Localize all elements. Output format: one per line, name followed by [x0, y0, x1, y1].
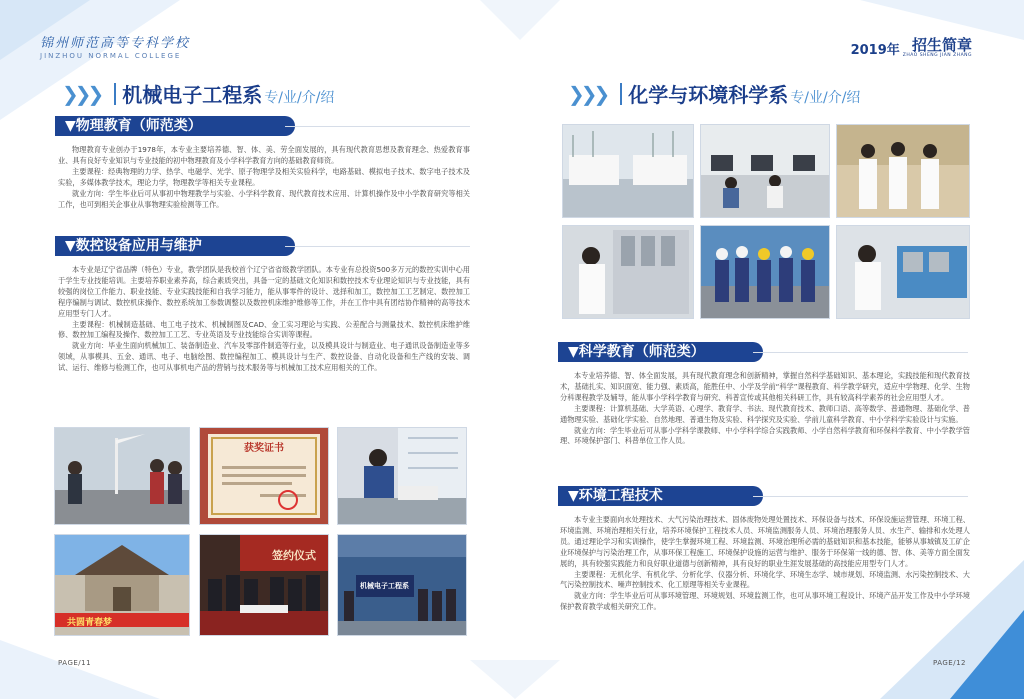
paragraph: 主要课程：经典物理的力学、热学、电磁学、光学、原子物理学及相关实验科学，电路基础、模拟电子技术、数字电子技术及实验，多媒体教学技术，理论力学，物理教学等相关专业课程。 [58, 166, 470, 187]
photo-students-with-wind-turbine [54, 427, 190, 525]
photo-group-with-banner [337, 534, 467, 636]
divider [114, 83, 116, 105]
photo-students-at-workbench [337, 427, 467, 525]
chevron-right-icon: ❯❯❯ [568, 81, 607, 106]
photo-caption: 获奖证书 [244, 443, 284, 454]
paragraph: 本专业培养德、智、体全面发展，具有现代教育理念和创新精神，掌握自然科学基础知识、基本理论，实践技能和现代教育技术，基础扎实、知识面宽、能力强、素质高，能胜任中、小学及学前“科学”课程教育、科学教学研究，适应中学物理、化学、生物分科课程教学及辅导，能从事小学科学教育与研究、科普宣传或其他相关科研工作，具有较高科学素养的社会应用型人才。 [560, 371, 970, 402]
school-name-en: JINZHOU NORMAL COLLEGE [40, 52, 182, 60]
paragraph: 本专业主要面向水处理技术、大气污染治理技术、固体废物处理处置技术、环保设备与技术、环保设施运营管理、环境工程、环境监测、环境治理相关行业，培养环境保护工程技术人员、环境监测服务人员、环境治理服务人员、水生产、输排和水处理人员。通过理论学习和实训操作，使学生掌握环境工程、环境监测、环境治理所必需的基础知识和基本技能，能够从事城镇及工矿企业环境保护与污染治理工作，从事环保工程施工、环境保护设施的运营与维护、服务于环保第一线的德、智、体、美等方面全面发展的，具有较强实践能力和良好职业道德与创新精神，具有良好的职业生涯发展基础的高技能应用型专门人才。 [560, 515, 970, 568]
page-number: PAGE/11 [58, 659, 92, 667]
photo-students-at-computers [700, 124, 830, 218]
right-dept-header [568, 79, 860, 108]
section-title: ▼数控设备应用与维护 [55, 236, 295, 256]
section-body [560, 515, 970, 613]
photo-caption: 共圆青春梦 [67, 618, 113, 628]
photo-award-certificate [199, 427, 329, 525]
section-title: ▼科学教育（师范类） [558, 342, 763, 362]
photo-caption: 机械电子工程系 [360, 582, 409, 590]
divider [753, 496, 968, 497]
photo-campus-gate-banner [54, 534, 190, 636]
photo-chemistry-lab-benches [562, 124, 694, 218]
dept-title: 机械电子工程系 [122, 83, 263, 107]
section-body [58, 265, 470, 374]
paragraph: 主要课程：无机化学、有机化学、分析化学、仪器分析、环境化学、环境生态学、城市规划、环境监测、水污染控制技术、大气污染控制技术、噪声控制技术、化工原理等相关专业课程。 [560, 569, 970, 590]
paragraph: 就业方向：毕业生面向机械加工、装备制造业、汽车及零部件制造等行业，以及模具设计与制造业、电子通讯设备制造业等多领域，从事模具、五金、通讯、电子、电脑绘图、数控编程加工、模具设计与生产、数控设备、自动化设备和生产线的安装、调试、运行、维修与检测工作，也可从事机电产品的营销与技术服务等与机械加工技术应用相关的工作。 [58, 341, 470, 373]
divider [753, 352, 968, 353]
brochure-title-cn: 招生简章 [911, 36, 972, 54]
section-body [58, 145, 470, 210]
dept-subtitle: 专/业/介/绍 [264, 89, 335, 106]
paragraph: 就业方向：学生毕业后可从事小学科学课教师、中小学科学综合实践教师、小学自然科学教育和环保科学教育、中小学教学管理、环境保护部门、科普单位工作人员。 [560, 425, 970, 446]
chevron-right-icon: ❯❯❯ [62, 81, 101, 106]
paragraph: 就业方向：学生毕业后可从事初中物理教学与实验、小学科学教育、现代教育技术应用、计算机操作及中小学教育研究等相关工作，也可到相关企事业从事物理实验检测等工作。 [58, 188, 470, 209]
photo-group-in-hardhats [700, 225, 830, 319]
section-body [560, 371, 970, 447]
divider [620, 83, 622, 105]
year-label: 2019年 [850, 43, 900, 58]
section-title: ▼环境工程技术 [558, 486, 763, 506]
section-title: ▼物理教育（师范类） [55, 116, 295, 136]
dept-title: 化学与环境科学系 [628, 83, 789, 107]
paragraph: 物理教育专业创办于1978年，本专业主要培养德、智、体、美、劳全面发展的，具有现代教育思想及教育理念、热爱教育事业、具有良好专业知识与专业技能的初中物理教育及小学科学教育方向的基础教育师资。 [58, 145, 470, 165]
divider [285, 126, 470, 127]
paragraph: 主要课程：计算机基础、大学英语、心理学、教育学、书法、现代教育技术、教师口语、高等数学、普通物理、基础化学、普通物理实验、基础化学实验、自然地理、普通生物及实验、科学探究及实验、学前儿童科学教育、中小学科学实验设计与实施。 [560, 403, 970, 424]
paragraph: 本专业是辽宁省品牌（特色）专业，教学团队是我校首个辽宁省省级教学团队。本专业有总投资500多万元的数控实训中心用于学生专业技能培训。主要培养职业素养高，综合素质突出，具备一定的基础文化知识和数控技术专业理论知识与专业技能，具有较强的岗位工作能力、职业技能、专业实践技能和自我学习能力，能从事零件的设计、选择和加工，数控加工工艺制定、数控加工程序编制与调试、数控机床操作、数控系统加工参数调整以及数控机床维护维修等工作，并在工作中具有团结协作精神的高等技术应用型专门人才。 [58, 265, 470, 318]
photo-caption: 签约仪式 [272, 549, 316, 562]
photo-students-operating-equipment [836, 225, 970, 319]
left-dept-header [62, 79, 334, 108]
school-logo [40, 32, 190, 60]
paragraph: 就业方向：学生毕业后可从事环境管理、环境规划、环境监测工作，也可从事环境工程设计、环境产品开发工作及中小学环境保护教育教学或相关研究工作。 [560, 591, 970, 612]
photo-students-in-lab-coats [836, 124, 970, 218]
page-number: PAGE/12 [932, 659, 966, 667]
brochure-title [851, 38, 972, 58]
brochure-title-pinyin: ZHAO SHENG JIAN ZHANG [902, 53, 972, 58]
dept-subtitle: 专/业/介/绍 [790, 89, 861, 106]
photo-student-at-control-panel [562, 225, 694, 319]
photo-signing-ceremony [199, 534, 329, 636]
school-name-cn: 锦州师范高等专科学校 [40, 36, 191, 51]
paragraph: 主要课程：机械制造基础、电工电子技术、机械制图及CAD、金工实习理论与实践、公差配合与测量技术、数控机床维护维修、数控加工编程及操作、数控加工工艺、专业英语及专业技能综合实训等课程。 [58, 319, 470, 340]
divider [285, 246, 470, 247]
